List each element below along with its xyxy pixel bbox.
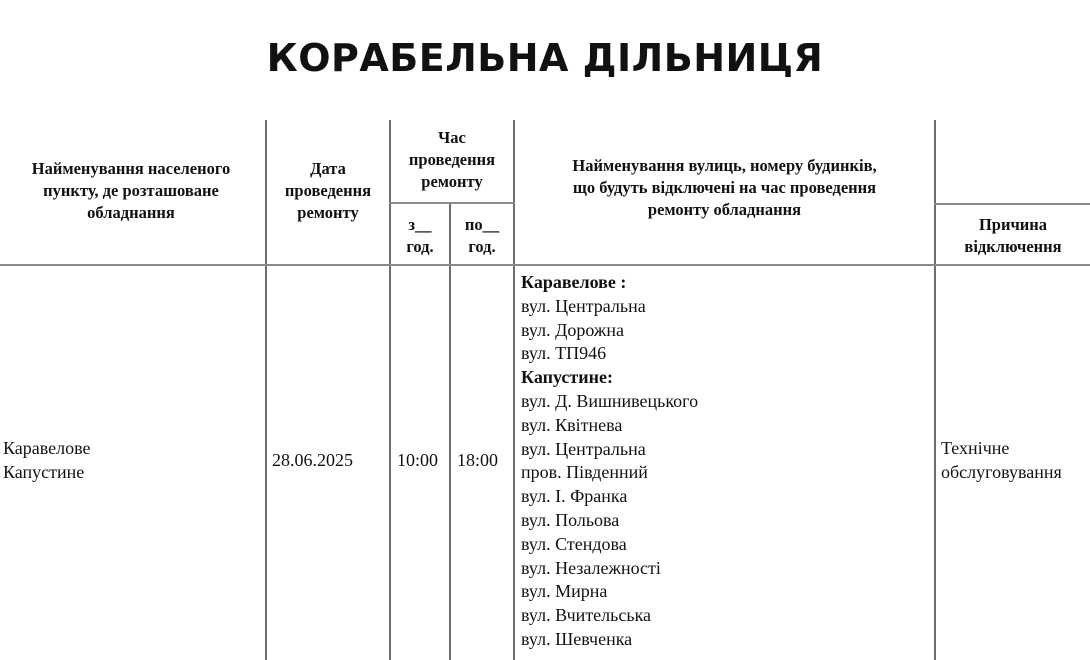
street-item: вул. Незалежності: [521, 557, 661, 578]
page-title: КОРАБЕЛЬНА ДІЛЬНИЦЯ: [266, 36, 824, 80]
street-item: вул. ТП946: [521, 343, 607, 364]
table-divider: [389, 120, 391, 660]
location-name: Каравелове: [3, 438, 91, 458]
table-divider: [0, 264, 1090, 266]
settlement-heading: Каравелове :: [521, 272, 627, 292]
cell-date: 28.06.2025: [272, 450, 353, 470]
cell-streets: [521, 271, 698, 652]
street-item: вул. Дорожна: [521, 319, 624, 340]
header-time: Час проведення ремонту: [408, 128, 496, 191]
street-item: вул. Стендова: [521, 533, 627, 554]
header-date: Дата проведення ремонту: [284, 159, 372, 222]
street-item: вул. Вчительська: [521, 605, 652, 626]
street-item: вул. Центральна: [521, 438, 646, 459]
street-item: вул. І. Франка: [521, 486, 628, 507]
table-divider: [389, 202, 515, 204]
cell-time-from: 10:00: [397, 450, 439, 470]
street-item: вул. Мирна: [521, 581, 608, 602]
street-item: вул. Польова: [521, 509, 620, 530]
header-reason: Причина відключення: [964, 215, 1062, 256]
street-item: пров. Південний: [521, 462, 648, 483]
header-time-from: з__ год.: [406, 215, 434, 256]
settlement-heading: Капустине:: [521, 367, 613, 388]
header-location: Найменування населеного пункту, де розташоване обладнання: [31, 159, 231, 222]
street-item: вул. Квітнева: [521, 414, 623, 435]
header-streets: Найменування вулиць, номеру будинків, що будуть відключені на час проведення ремонту обладнання: [572, 156, 877, 219]
table-divider: [449, 203, 451, 660]
table-divider: [934, 120, 936, 660]
table-divider: [934, 203, 1090, 205]
location-name: Капустине: [3, 461, 85, 482]
cell-reason: Технічне обслуговування: [941, 438, 1062, 482]
street-item: вул. Шевченка: [521, 628, 633, 649]
cell-time-to: 18:00: [457, 450, 499, 470]
cell-locations: [3, 437, 91, 485]
header-time-to: по__ год.: [464, 215, 500, 256]
street-item: вул. Д. Вишнивецького: [521, 390, 699, 411]
street-item: вул. Центральна: [521, 295, 646, 316]
